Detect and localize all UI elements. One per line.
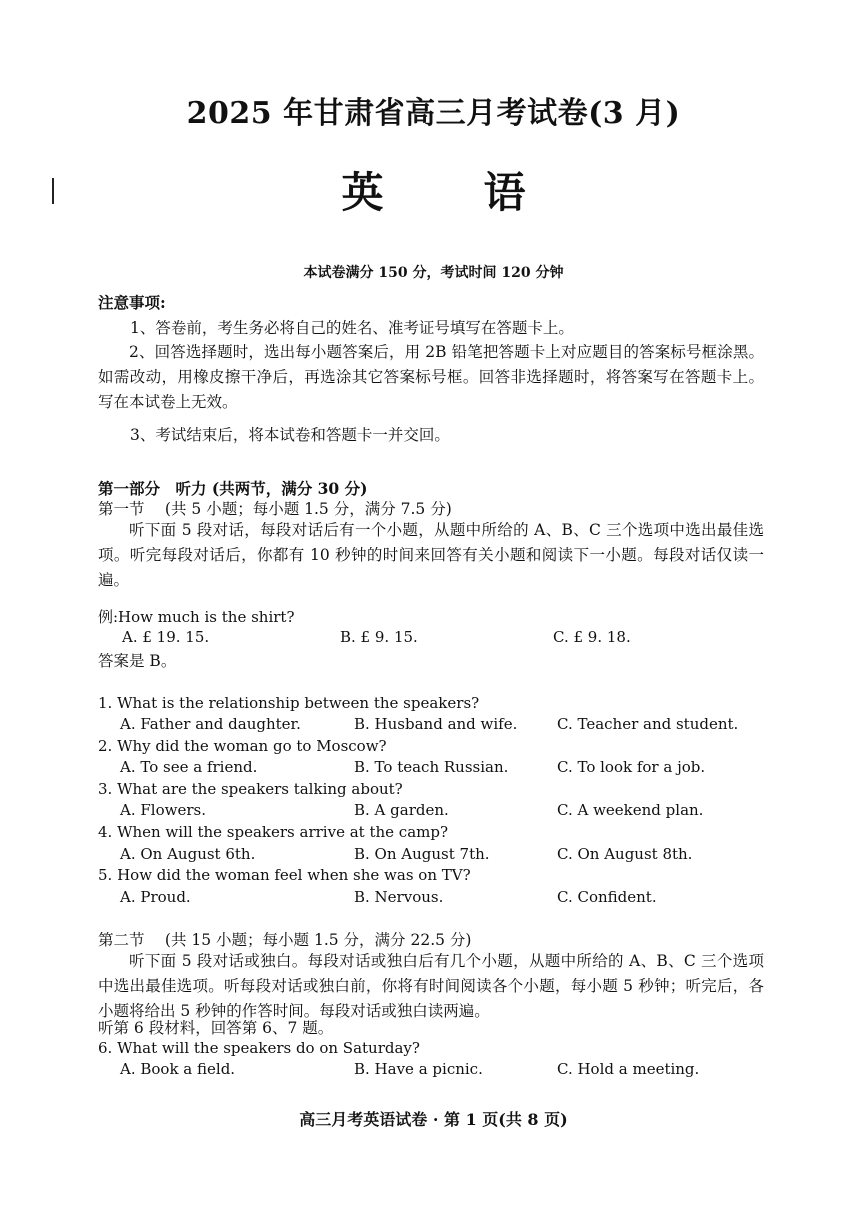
q6-option-c: C. Hold a meeting. (557, 1060, 700, 1078)
question-6: 6. What will the speakers do on Saturday? (98, 1039, 420, 1057)
section1-instructions: 听下面 5 段对话，每段对话后有一个小题，从题中所给的 A、B、C 三个选项中选出最佳选项。听完每段对话后，你都有 10 秒钟的时间来回答有关小题和阅读下一小题。每段对话仅读一遍。 (98, 521, 764, 589)
q5-option-a: A. Proud. (120, 888, 191, 906)
exam-title: 2025 年甘肃省高三月考试卷(3 月) (186, 96, 681, 131)
q4-option-c: C. On August 8th. (557, 845, 693, 863)
q1-option-a: A. Father and daughter. (120, 715, 301, 733)
example-question: 例:How much is the shirt? (98, 608, 295, 626)
q6-option-a: A. Book a field. (120, 1060, 236, 1078)
section2-heading: 第二节 (共 15 小题；每小题 1.5 分，满分 22.5 分) (98, 931, 472, 949)
q1-option-c: C. Teacher and student. (557, 715, 739, 733)
q6-option-b: B. Have a picnic. (354, 1060, 483, 1078)
question-1: 1. What is the relationship between the speakers? (98, 694, 480, 712)
note-item-1: 1、答卷前，考生务必将自己的姓名、准考证号填写在答题卡上。 (130, 319, 574, 337)
part1-heading: 第一部分 听力 (共两节，满分 30 分) (98, 479, 368, 498)
subject-title: 英语 (341, 168, 626, 217)
q5-option-c: C. Confident. (557, 888, 657, 906)
q2-option-a: A. To see a friend. (120, 758, 258, 776)
example-option-b: B. £ 9. 15. (340, 628, 418, 646)
question-4: 4. When will the speakers arrive at the camp? (98, 823, 449, 841)
question-5: 5. How did the woman feel when she was on TV? (98, 866, 471, 884)
q3-option-a: A. Flowers. (120, 801, 206, 819)
example-option-c: C. £ 9. 18. (553, 628, 631, 646)
q3-option-b: B. A garden. (354, 801, 449, 819)
q2-option-c: C. To look for a job. (557, 758, 706, 776)
q3-option-c: C. A weekend plan. (557, 801, 704, 819)
q4-option-b: B. On August 7th. (354, 845, 490, 863)
example-option-a: A. £ 19. 15. (122, 628, 210, 646)
note-item-3: 3、考试结束后，将本试卷和答题卡一并交回。 (130, 426, 450, 444)
note-item-2: 2、回答选择题时，选出每小题答案后，用 2B 铅笔把答题卡上对应题目的答案标号框涂黑。如需改动，用橡皮擦干净后，再选涂其它答案标号框。回答非选择题时，将答案写在答题卡上。写在本试卷上无效。 (98, 343, 764, 411)
page-footer: 高三月考英语试卷 · 第 1 页(共 8 页) (299, 1110, 568, 1129)
q5-option-b: B. Nervous. (354, 888, 444, 906)
question-3: 3. What are the speakers talking about? (98, 780, 403, 798)
exam-meta: 本试卷满分 150 分，考试时间 120 分钟 (303, 265, 564, 281)
q1-option-b: B. Husband and wife. (354, 715, 518, 733)
material-6-label: 听第 6 段材料，回答第 6、7 题。 (98, 1019, 334, 1037)
notes-heading: 注意事项: (98, 293, 166, 312)
question-2: 2. Why did the woman go to Moscow? (98, 737, 387, 755)
section1-heading: 第一节 (共 5 小题；每小题 1.5 分，满分 7.5 分) (98, 500, 452, 518)
section2-instructions: 听下面 5 段对话或独白。每段对话或独白后有几个小题，从题中所给的 A、B、C 三个选项中选出最佳选项。听每段对话或独白前，你将有时间阅读各个小题，每小题 5 秒钟；听完后，各小题将给出 5 秒钟的作答时间。每段对话或独白读两遍。 (98, 952, 764, 1020)
example-answer: 答案是 B。 (98, 652, 177, 670)
q2-option-b: B. To teach Russian. (354, 758, 509, 776)
q4-option-a: A. On August 6th. (120, 845, 256, 863)
